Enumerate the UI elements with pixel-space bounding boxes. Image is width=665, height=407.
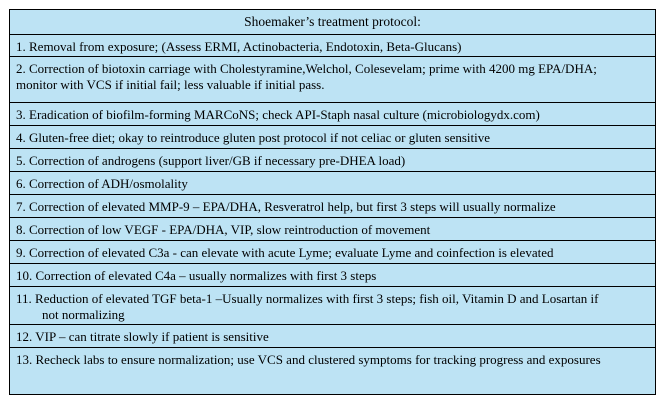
protocol-step-8: 8. Correction of low VEGF - EPA/DHA, VIP, slow reintroduction of movement bbox=[10, 218, 655, 241]
protocol-step-7: 7. Correction of elevated MMP-9 – EPA/DHA, Resveratrol help, but first 3 steps will usually normalize bbox=[10, 195, 655, 218]
protocol-step-11 bbox=[10, 287, 655, 325]
protocol-step-1: 1. Removal from exposure; (Assess ERMI, Actinobacteria, Endotoxin, Beta-Glucans) bbox=[10, 35, 655, 57]
protocol-step-13: 13. Recheck labs to ensure normalization; use VCS and clustered symptoms for tracking progress and exposures bbox=[16, 352, 601, 367]
table-title: Shoemaker’s treatment protocol: bbox=[10, 10, 655, 35]
protocol-step-6: 6. Correction of ADH/osmolality bbox=[10, 172, 655, 195]
protocol-step-4: 4. Gluten-free diet; okay to reintroduce gluten post protocol if not celiac or gluten sensitive bbox=[10, 126, 655, 149]
protocol-step-12: 12. VIP – can titrate slowly if patient is sensitive bbox=[10, 325, 655, 348]
protocol-step-2-line-1: 2. Correction of biotoxin carriage with Cholestyramine,Welchol, Colesevelam; prime with 4200 mg EPA/DHA; bbox=[16, 61, 597, 76]
protocol-step-10: 10. Correction of elevated C4a – usually normalizes with first 3 steps bbox=[10, 264, 655, 287]
protocol-step-5: 5. Correction of androgens (support liver/GB if necessary pre-DHEA load) bbox=[10, 149, 655, 172]
protocol-step-9: 9. Correction of elevated C3a - can elevate with acute Lyme; evaluate Lyme and coinfection is elevated bbox=[10, 241, 655, 264]
protocol-step-2 bbox=[10, 57, 655, 103]
protocol-step-11-line-1: 11. Reduction of elevated TGF beta-1 –Usually normalizes with first 3 steps; fish oil, Vitamin D and Losartan if bbox=[16, 291, 599, 306]
protocol-step-11-line-2: not normalizing bbox=[42, 306, 125, 322]
protocol-table bbox=[9, 9, 656, 395]
protocol-step-3: 3. Eradication of biofilm-forming MARCoNS; check API-Staph nasal culture (microbiologydx.com) bbox=[10, 103, 655, 126]
protocol-step-2-line-2: monitor with VCS if initial fail; less valuable if initial pass. bbox=[16, 76, 325, 92]
